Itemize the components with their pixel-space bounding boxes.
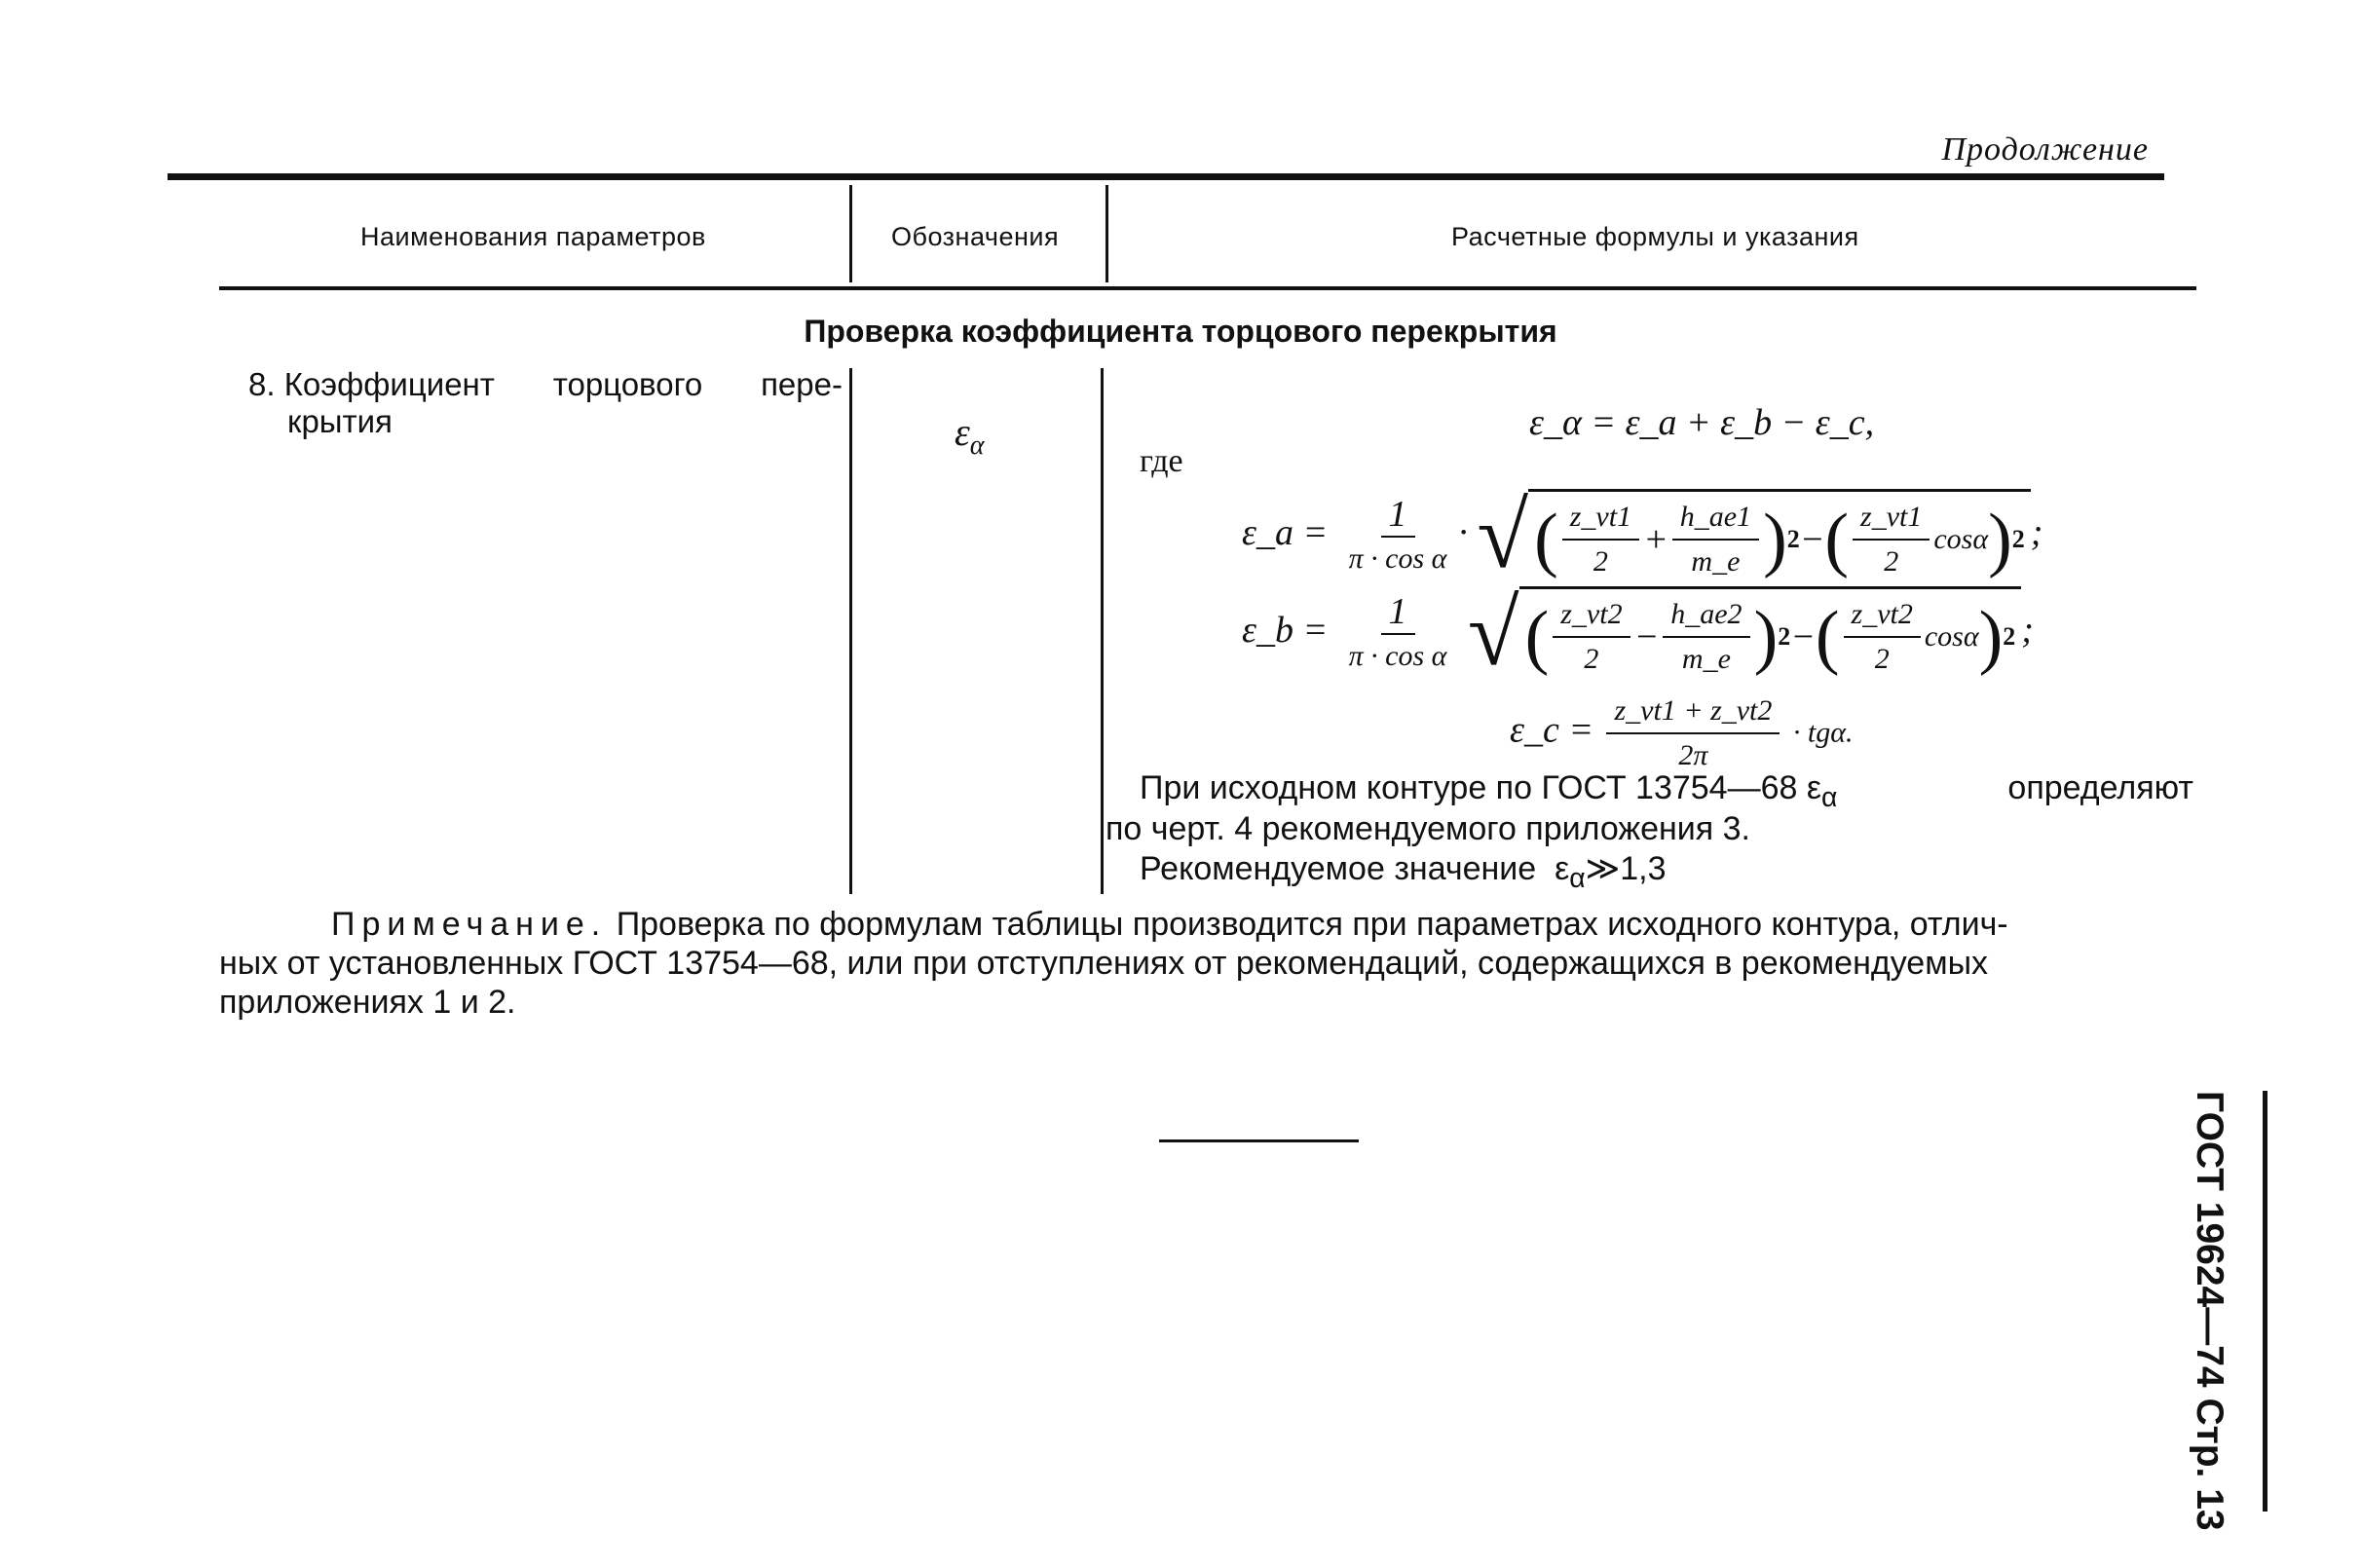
- formula-main: ε_α = ε_a + ε_b − ε_c,: [1529, 402, 1875, 443]
- header-parameter-names: Наименования параметров: [360, 222, 706, 251]
- formula-eps-c: ε_c = $\frac{z\_vt1 + z\_vt2}{2\pi}$ · tgα.: [1510, 690, 1853, 777]
- note-line-2: по черт. 4 рекомендуемого приложения 3.: [1106, 810, 1751, 847]
- side-rule: [2263, 1091, 2267, 1512]
- body-divider-2: [1101, 368, 1104, 894]
- header-formulas: Расчетные формулы и указания: [1451, 222, 1859, 251]
- body-divider-1: [849, 368, 852, 894]
- remark-line-2: ных от установленных ГОСТ 13754—68, или при отступлениях от рекомендаций, содержащихся в рекомендуемых: [219, 945, 1989, 982]
- header-rule: [219, 286, 2196, 290]
- header-designations: Обозначения: [891, 222, 1060, 251]
- top-rule: [168, 173, 2164, 180]
- designation-symbol: $\varepsilon_\alpha$: [955, 410, 985, 461]
- continuation-label: Продолжение: [1941, 131, 2149, 168]
- remark-line-1: Примечание. Проверка по формулам таблицы производится при параметрах исходного контура, отлич-: [331, 906, 2008, 943]
- note-line-3: Рекомендуемое значение $\varepsilon_\alpha≫1,3$: [1140, 850, 1667, 894]
- header-divider-1: [849, 185, 852, 282]
- formula-eps-a: ε_a = $\frac{1}{\text{π · cos α}}$ · √ ( $\frac{z\_vt1}{2}$ + $\frac{h\_ae1}{m\_e}$ ) 2 − ( $\frac{z\_vt1}{2}$ cosα ) 2 ;: [1242, 483, 2043, 587]
- parameter-name: 8. Коэффициент торцового пере- крытия: [248, 366, 843, 439]
- header-divider-2: [1106, 185, 1108, 282]
- remark-line-3: приложениях 1 и 2.: [219, 984, 516, 1021]
- page-side-label: ГОСТ 19624—74 Стр. 13: [2189, 1091, 2230, 1531]
- end-rule: [1159, 1139, 1359, 1142]
- where-label: где: [1140, 443, 1183, 479]
- note-line-1: При исходном контуре по ГОСТ 13754—68 $\varepsilon_\alpha$ определяют: [1140, 769, 2193, 813]
- section-title: Проверка коэффициента торцового перекрытия: [804, 314, 1557, 349]
- formula-eps-b: ε_b = $\frac{1}{\text{π · cos α}}$ √ ( $\frac{z\_vt2}{2}$ − $\frac{h\_ae2}{m\_e}$ ) 2 − ( $\frac{z\_vt2}{2}$ cosα ) 2 ;: [1242, 580, 2034, 685]
